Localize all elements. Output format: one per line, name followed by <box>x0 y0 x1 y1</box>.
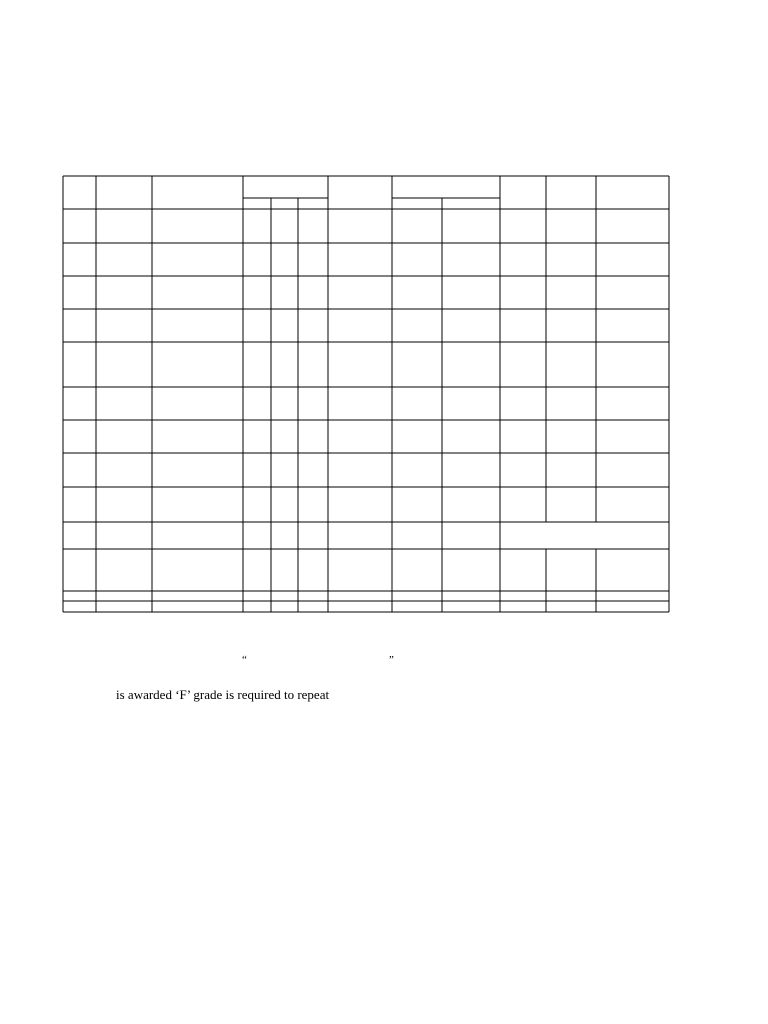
closing-quote-mark: ” <box>389 654 394 666</box>
opening-quote-mark: “ <box>242 654 247 666</box>
grade-note-text: is awarded ‘F’ grade is required to repeat <box>116 687 330 702</box>
